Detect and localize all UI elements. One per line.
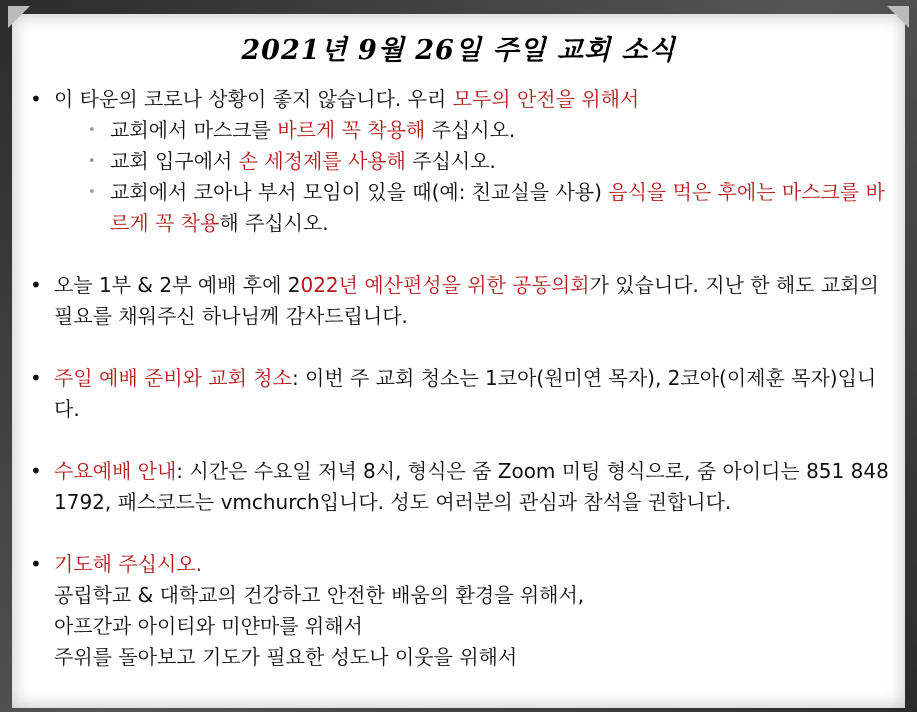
sub-highlight: 음식을 먹은 후에는 마스크를 바르게 꼭 착용 — [110, 180, 885, 235]
spacer — [30, 518, 890, 549]
item-text: 오늘 1부 & 2부 예배 후에 2 — [54, 273, 301, 297]
sub-text: 주십시오. — [425, 118, 516, 142]
notice-item-wednesday — [30, 456, 890, 518]
sub-item-mask — [30, 115, 890, 146]
sub-highlight: 바르게 꼭 착용해 — [277, 118, 426, 142]
sub-text: 해 주십시오. — [219, 211, 329, 235]
notice-item-prayer — [30, 549, 890, 580]
spacer — [30, 332, 890, 363]
sub-text: 교회에서 마스크를 — [110, 118, 278, 142]
item-highlight: 기도해 주십시오. — [54, 552, 202, 576]
spacer — [30, 239, 890, 270]
prayer-line: 주위를 돌아보고 기도가 필요한 성도나 이웃을 위해서 — [54, 645, 518, 669]
item-text: : 이번 주 교회 청소는 1코아(원미연 목자), 2코아(이제훈 목자)입니다. — [54, 366, 877, 421]
prayer-line: 아프간과 아이티와 미얀마를 위해서 — [54, 614, 363, 638]
sub-text: 주십시오. — [405, 149, 496, 173]
sub-text: 교회 입구에서 — [110, 149, 239, 173]
item-highlight: 주일 예배 준비와 교회 청소 — [54, 366, 292, 390]
item-highlight: 022년 예산편성을 위한 공동의회 — [300, 273, 590, 297]
notice-item-cleaning — [30, 363, 890, 425]
notice-item-budget — [30, 270, 890, 332]
sub-text: 교회에서 코아나 부서 모임이 있을 때(예: 친교실을 사용) — [110, 180, 609, 204]
spacer — [30, 425, 890, 456]
item-text: 이 타운의 코로나 상황이 좋지 않습니다. 우리 — [54, 87, 453, 111]
item-text: : 시간은 수요일 저녁 8시, 형식은 줌 Zoom 미팅 형식으로, 줌 아이디는 851 848 1792, 패스코드는 vmchurch입니다. 성도 여러분의 관심과 참석을 권합니다. — [54, 459, 889, 514]
item-text: 가 있습니다. 지난 한 해도 교회의 필요를 채워주신 하나님께 감사드립니다. — [54, 273, 879, 328]
item-highlight: 수요예배 안내 — [54, 459, 177, 483]
notice-item-covid — [30, 84, 890, 115]
sub-highlight: 손 세정제를 사용해 — [238, 149, 406, 173]
page-title: 2021년 9월 26일 주일 교회 소식 — [241, 35, 676, 66]
sub-item-meeting — [30, 177, 890, 239]
covid-sub-list — [30, 115, 890, 239]
item-highlight: 모두의 안전을 위해서 — [452, 87, 640, 111]
sub-item-sanitizer — [30, 146, 890, 177]
prayer-line: 공립학교 & 대학교의 건강하고 안전한 배움의 환경을 위해서, — [54, 583, 585, 607]
notice-content — [30, 84, 890, 673]
